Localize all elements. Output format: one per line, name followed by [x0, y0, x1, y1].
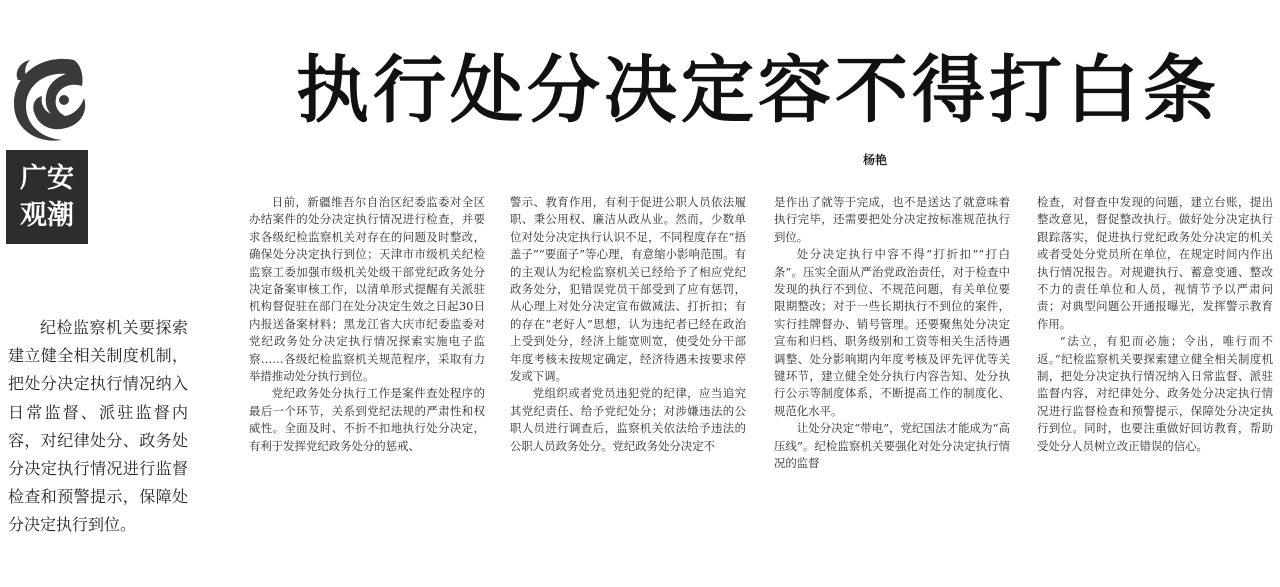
article-paragraph: 警示、教育作用，有利于促进公职人员依法履职、秉公用权、廉洁从政从业。然而，少数单位对处分决定执行认识不足，不同程度存在“捂盖子”“要面子”等心理，有意缩小影响范围。有的主观认为纪检监察机关已经给予了相应党纪政务处分，犯错误党员干部受到了应有惩罚，从心理上对处分决定宣布做减法、打折扣；有的存在“老好人”思想，认为违纪者已经在政治上受到处分，经济上能宽则宽，使受处分干部年度考核未按规定确定，经济待遇未按要求停发或下调。: [510, 195, 746, 384]
article-author: 杨艳: [862, 153, 887, 167]
article-headline: 执行处分决定容不得打白条: [296, 47, 1220, 133]
article-paragraph: 日前，新疆维吾尔自治区纪委监委对全区办结案件的处分决定执行情况进行检查，并要求各级纪检监察机关对存在的问题及时整改，确保处分决定执行到位；天津市市级机关纪检监察工委加强市级机关处级干部党纪政务处分决定备案审核工作，以清单形式提醒有关派驻机构督促驻在部门在处分决定生效之日起30日内报送备案材料；黑龙江省大庆市纪委监委对党纪政务处分决定执行情况探索实施电子监察……各级纪检监察机关规范程序，采取有力举措推动处分执行到位。: [249, 195, 485, 384]
column-badge-line1: 广安: [20, 163, 74, 194]
article-column-4: [1037, 194, 1273, 587]
article-paragraph: “法立，有犯而必施；令出，唯行而不返。”纪检监察机关要探索建立健全相关制度机制，把处分决定执行情况纳入日常监督、派驻监督内容，对纪律处分、政务处分决定执行情况进行监督检查和预警提示，保障处分决定执行到位。同时，也要注重做好回访教育，帮助受处分人员树立改正错误的信心。: [1037, 334, 1273, 453]
article-paragraph: 党组织或者党员违犯党的纪律，应当追究其党纪责任、给予党纪处分；对涉嫌违法的公职人员进行调查后，监察机关依法给予违法的公职人员政务处分。党纪政务处分决定不: [510, 386, 746, 453]
article-column-2: [510, 194, 746, 587]
article-column-3: [774, 194, 1010, 587]
article-column-1: [249, 194, 485, 587]
pull-quote: [8, 314, 188, 540]
article-paragraph: 是作出了就等于完成，也不是送达了就意味着执行完毕，还需要把处分决定按标准规范执行到位。: [774, 195, 1010, 244]
article-paragraph: 检查，对督查中发现的问题，建立台账，提出整改意见，督促整改执行。做好处分决定执行跟踪落实，促进执行党纪政务处分决定的机关或者受处分党员所在单位，在规定时间内作出执行情况报告。对规避执行、蓄意变通、整改不力的责任单位和人员，视情节予以严肃问责；对典型问题公开通报曝光，发挥警示教育作用。: [1037, 195, 1273, 331]
column-badge-line2: 观潮: [20, 200, 74, 231]
article-paragraph: 处分决定执行中容不得“打折扣”“打白条”。压实全面从严治党政治责任，对于检查中发现的执行不到位、不规范问题，有关单位要限期整改；对于一些长期执行不到位的案件，实行挂牌督办、销号管理。还要聚焦处分决定宣布和归档、职务级别和工资等相关生活待遇调整、处分影响期内年度考核及评先评优等关键环节，建立健全处分执行内容告知、处分执行公示等制度体系，不断提高工作的制度化、规范化水平。: [774, 247, 1010, 418]
article-paragraph: 党纪政务处分执行工作是案件查处程序的最后一个环节，关系到党纪法规的严肃性和权威性。全面及时、不折不扣地执行处分决定，有利于发挥党纪政务处分的惩戒、: [249, 386, 485, 453]
pull-quote-text: 纪检监察机关要探索建立健全相关制度机制，把处分决定执行情况纳入日常监督、派驻监督内容，对纪律处分、政务处分决定执行情况进行监督检查和预警提示，保障处分决定执行到位。: [8, 318, 188, 535]
column-logo-icon: [4, 52, 90, 147]
article-paragraph: 让处分决定“带电”，党纪国法才能成为“高压线”。纪检监察机关要强化对处分决定执行情况的监督: [774, 421, 1010, 471]
